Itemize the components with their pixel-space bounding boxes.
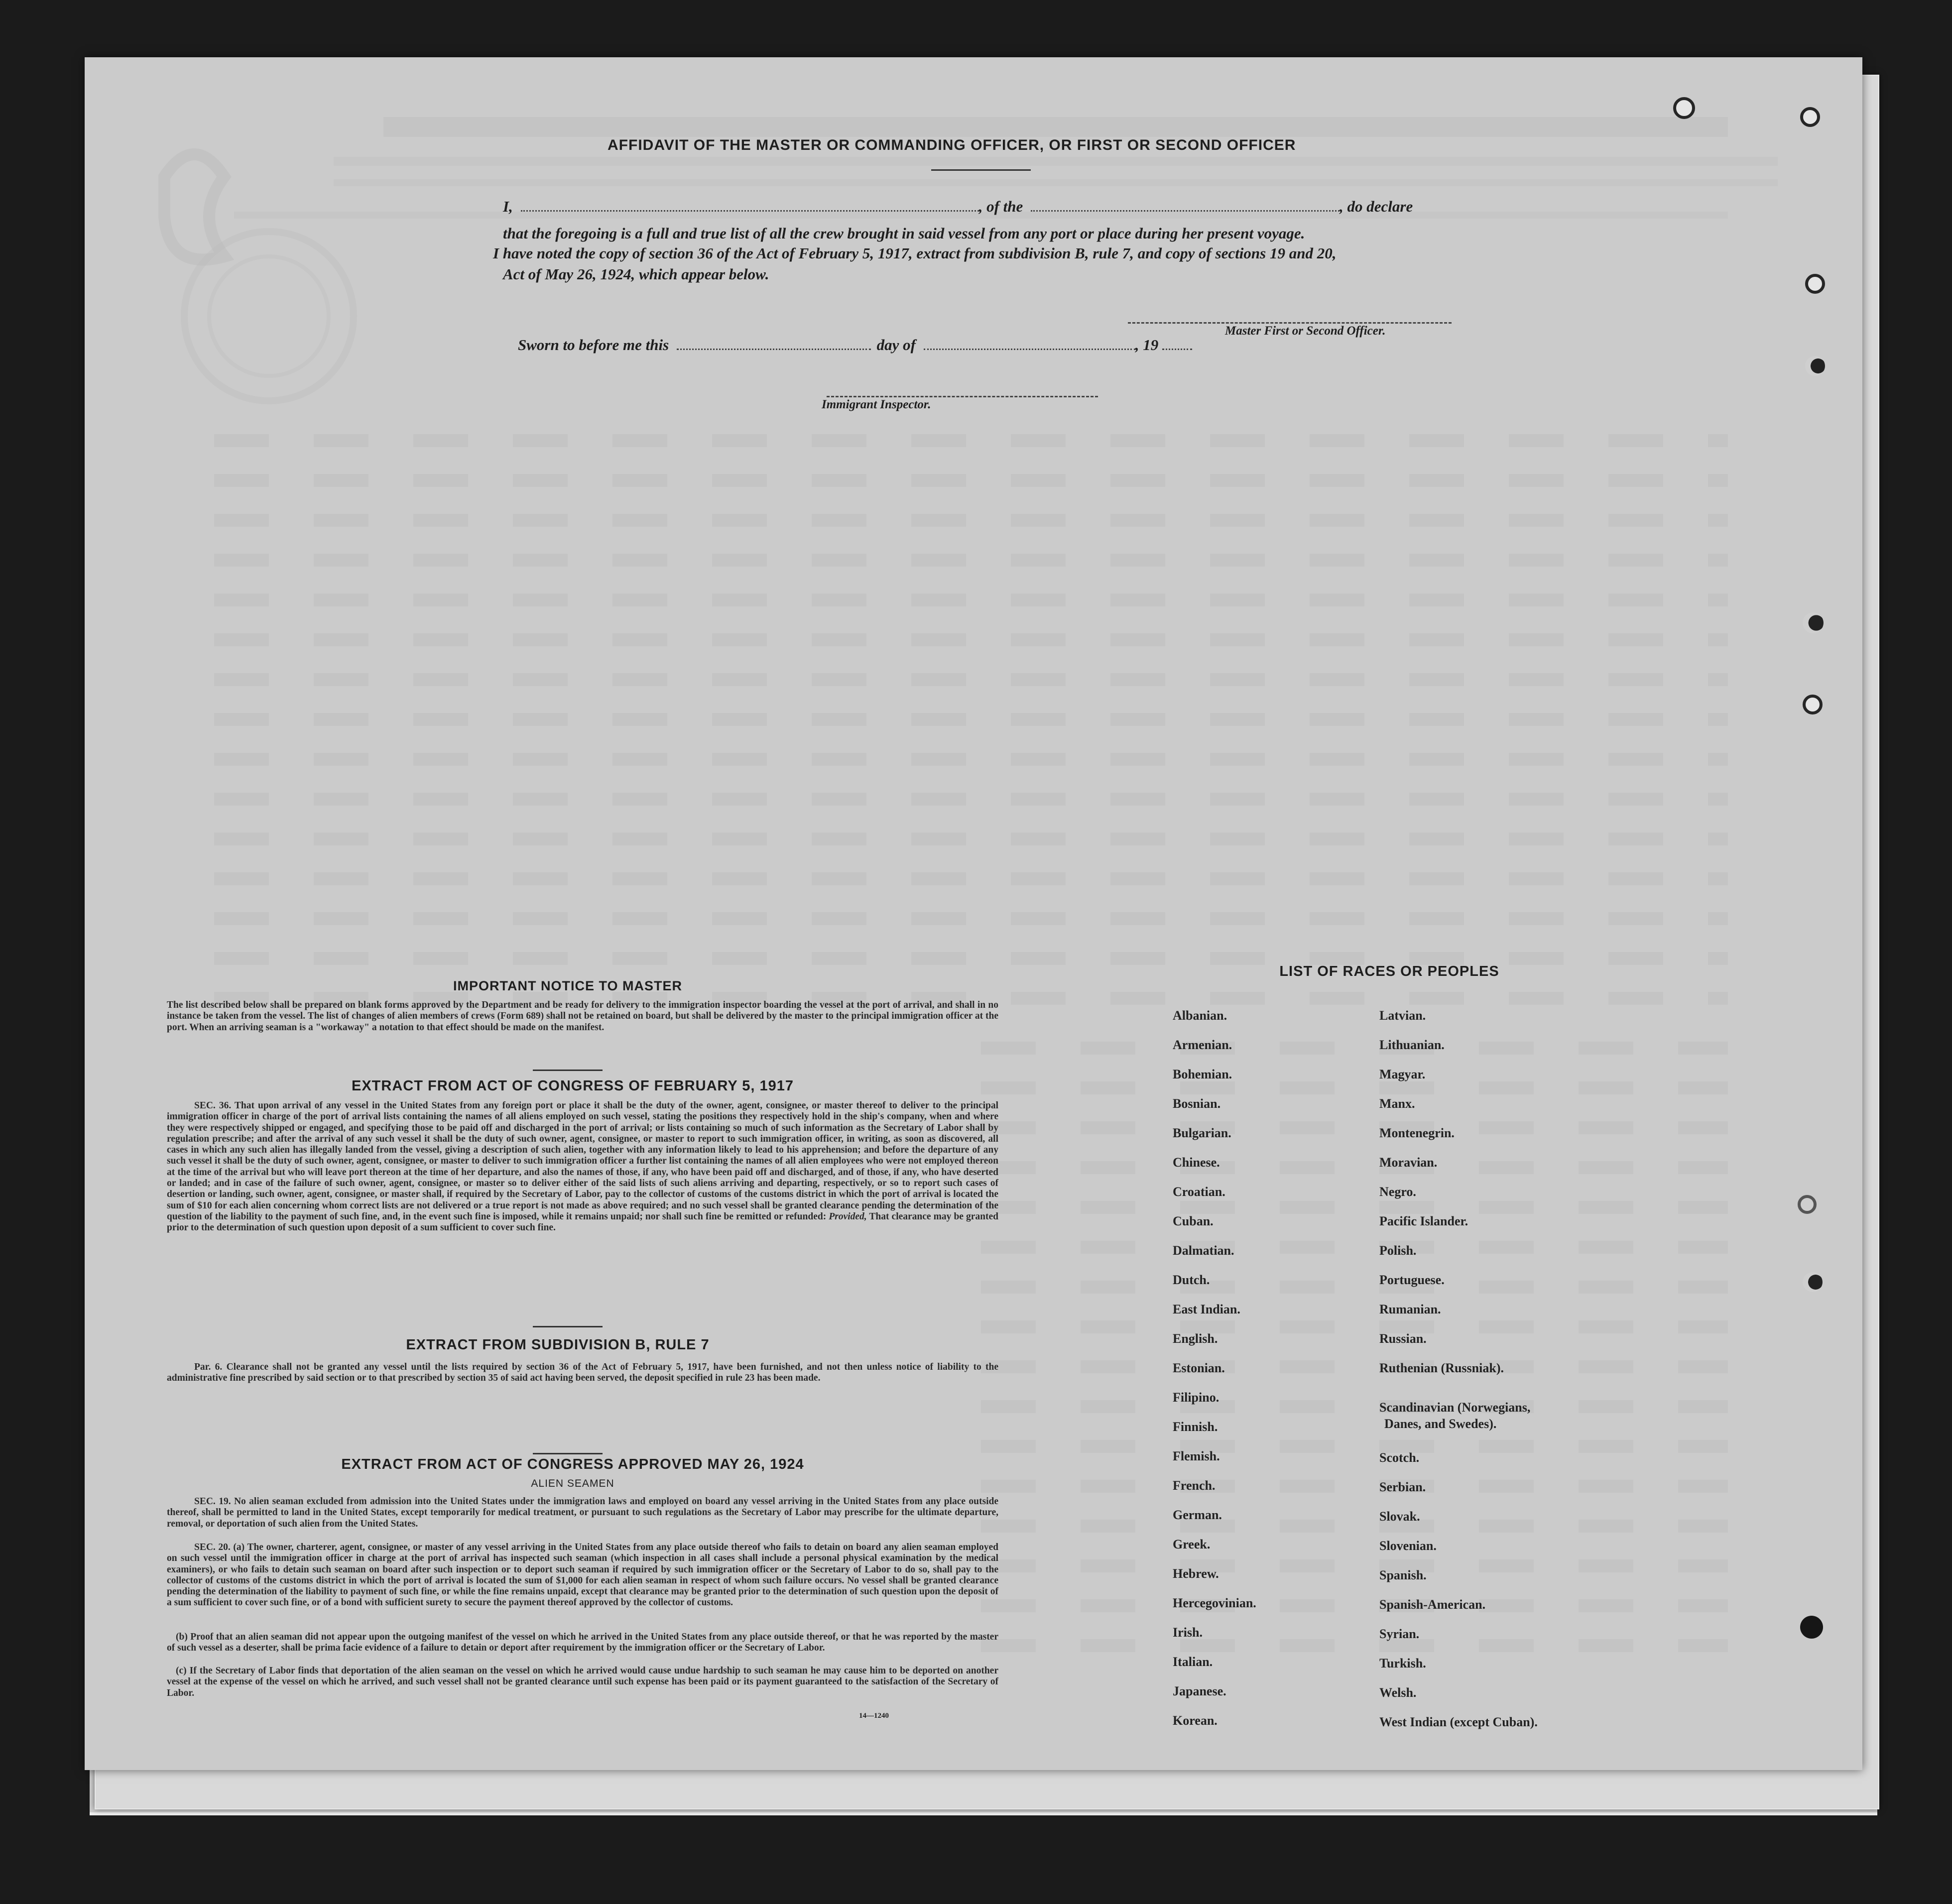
affidavit-title: AFFIDAVIT OF THE MASTER OR COMMANDING OFFICER, OR FIRST OR SECOND OFFICER [608,137,1296,153]
race-left-20: Hebrew. [1173,1566,1219,1581]
race-right-19: Slovenian. [1379,1539,1437,1553]
inspector-caption: Immigrant Inspector. [822,398,931,411]
race-right-8: Pacific Islander. [1379,1214,1468,1228]
race-right-17: Serbian. [1379,1480,1426,1494]
race-right-18: Slovak. [1379,1509,1420,1524]
race-right-20: Spanish. [1379,1568,1427,1582]
race-left-4: Bosnian. [1173,1096,1221,1111]
race-left-6: Chinese. [1173,1155,1220,1170]
extract-1917-title: EXTRACT FROM ACT OF CONGRESS OF FEBRUARY 5, 1917 [351,1078,794,1094]
race-right-7: Negro. [1379,1185,1416,1199]
master-caption: Master First or Second Officer. [1225,324,1386,338]
extract-1917-rule [533,1326,603,1327]
year-label: , 19 [1135,336,1159,354]
race-right-5: Montenegrin. [1379,1126,1455,1140]
punch-hole-icon [1800,107,1820,127]
affidavit-title-rule [931,169,1031,171]
affidavit-line-2: that the foregoing is a full and true list of all the crew brought in said vessel from any port or place during her present voyage. [503,225,1305,242]
extract-1917-text [167,1100,998,1234]
race-left-2: Armenian. [1173,1038,1232,1052]
affidavit-line-1 [503,198,1413,216]
race-right-23: Turkish. [1379,1656,1426,1670]
extract-1924-title: EXTRACT FROM ACT OF CONGRESS APPROVED MAY 26, 1924 [341,1456,804,1472]
race-right-9: Polish. [1379,1243,1417,1258]
sworn-year-field[interactable] [1162,349,1192,350]
i-label: I, [503,198,513,215]
notice-text: The list described below shall be prepared on blank forms approved by the Department and be ready for delivery to the immigration inspector boarding the vessel at the port of arrival, and shall in no instance be taken from the vessel. The list of changes of alien members of crews (Form 689) shall not be retained on board, but shall be delivered by the master to the principal immigration officer at the port. When an arriving seaman is a "workaway" a notation to that effect should be made on the manifest. [167,1000,998,1033]
race-right-16: Scotch. [1379,1450,1420,1465]
subdivision-b-title: EXTRACT FROM SUBDIVISION B, RULE 7 [406,1337,710,1353]
race-left-24: Japanese. [1173,1684,1226,1698]
race-left-9: Dalmatian. [1173,1243,1234,1258]
race-left-11: East Indian. [1173,1302,1240,1316]
race-left-5: Bulgarian. [1173,1126,1231,1140]
punch-hole-icon [1673,97,1695,119]
race-right-3: Magyar. [1379,1067,1426,1081]
punch-hole-icon [1803,612,1824,633]
race-left-3: Bohemian. [1173,1067,1232,1081]
race-right-6: Moravian. [1379,1155,1438,1170]
race-left-8: Cuban. [1173,1214,1214,1228]
section-19-text: SEC. 19. No alien seaman excluded from admission into the United States under the immigration laws and employed on board any vessel arriving in the United States from any place outside thereof, shall be permitted to land in the United States, except temporarily for medical treatment, or pursuant to such regulations as the Secretary of Labor may prescribe for the ultimate departure, removal, or deportation of such alien from the United States. [167,1496,998,1529]
section-36-text: SEC. 36. That upon arrival of any vessel in the United States from any foreign port or place it shall be the duty of the owner, agent, consignee, or master thereof to deliver to the principal immigration officer in charge of the port of arrival lists containing the names of all aliens employed on such vessel, stating the positions they respectively hold in the ship's company, when and where they were respectively shipped or engaged, and specifying those to be paid off and discharged in the port of arrival; or lists containing so much of such information as the Secretary of Labor shall by regulation prescribe; and after the arrival of any such vessel it shall be the duty of such owner, agent, consignee, or master to report to such immigration officer, in writing, as soon as discovered, all cases in which any such alien has illegally landed from the vessel, giving a description of such alien, together with any information likely to lead to his apprehension; and before the departure of any such vessel it shall be the duty of such owner, agent, consignee, or master to deliver to such immigration officer a further list containing the names of all alien employees who were not employed thereon at the time of the arrival but who will leave port thereon at the time of her departure, and also the names of those, if any, who have been paid off and discharged, and of those, if any, who have deserted or landed; and in case of the failure of such owner, agent, consignee, or master so to deliver either of the said lists of such aliens arriving and departing, respectively, or so to report such cases of desertion or landing, such owner, agent, consignee, or master shall, if required by the Secretary of Labor, pay to the collector of customs of the customs district in which the port of arrival is located the sum of $10 for each alien concerning whom correct lists are not delivered or a true report is not made as above required; and no such vessel shall be granted clearance pending the determination of the question of the liability to the payment of such fine, and, in the event such fine is imposed, while it remains unpaid; nor shall such fine be remitted or refunded: [167,1100,998,1222]
affidavit-line-3: I have noted the copy of section 36 of the Act of February 5, 1917, extract from subdivision B, rule 7, and copy of sections 19 and 20, [493,244,1337,262]
race-right-24: Welsh. [1379,1685,1417,1700]
of-the-label: , of the [978,198,1023,215]
sworn-month-field[interactable] [924,349,1135,350]
alien-seamen-subtitle: ALIEN SEAMEN [531,1478,614,1489]
vessel-name-field[interactable] [1031,210,1340,212]
officer-name-field[interactable] [521,210,979,212]
punch-hole-icon [1803,695,1823,714]
race-right-25: West Indian (except Cuban). [1379,1715,1538,1729]
race-right-13: Ruthenian (Russniak). [1379,1361,1504,1375]
race-left-19: Greek. [1173,1537,1211,1551]
race-left-18: German. [1173,1508,1222,1522]
notice-rule [533,1070,603,1071]
race-right-15: Danes, and Swedes). [1384,1417,1497,1431]
section-20a-text: SEC. 20. (a) The owner, charterer, agent, consignee, or master of any vessel arriving in the United States from any place outside thereof who fails to detain on board any alien seaman employed on such vessel until the immigration officer in charge at the port of arrival has inspected such seaman (which inspection in all cases shall include a personal physical examination by the medical examiners), or who fails to detain such seaman on board after such inspection or to deport such seaman if required by such immigration officer or the Secretary of Labor to do so, shall pay to the collector of customs of the customs district in which the port of arrival is located the sum of $1,000 for each alien seaman in respect of whom such failure occurs. No vessel shall be granted clearance pending the determination of the liability to payment of such fine, or while the fine remains unpaid, except that clearance may be granted prior to the determination of such question upon the deposit of a sum sufficient to cover such fine, or of a bond with sufficient surety to secure the payment thereof approved by the collector of customs. [167,1542,998,1608]
sworn-line [518,336,1192,354]
race-right-12: Russian. [1379,1331,1427,1346]
day-of-label: day of [876,336,916,354]
race-left-14: Filipino. [1173,1390,1220,1405]
race-right-22: Syrian. [1379,1627,1420,1641]
manifest-page [85,57,1862,1770]
race-left-13: Estonian. [1173,1361,1225,1375]
race-left-23: Italian. [1173,1655,1213,1669]
master-signature-line[interactable] [1128,322,1452,324]
inspector-signature-line[interactable] [827,396,1098,397]
race-right-2: Lithuanian. [1379,1038,1445,1052]
race-left-25: Korean. [1173,1713,1218,1728]
sworn-label: Sworn to before me this [518,336,669,354]
do-declare-label: , do declare [1340,198,1413,215]
race-left-21: Hercegovinian. [1173,1596,1256,1610]
punch-hole-icon [1803,1272,1823,1292]
race-right-21: Spanish-American. [1379,1597,1486,1612]
sworn-day-field[interactable] [677,349,871,350]
race-left-15: Finnish. [1173,1420,1218,1434]
race-right-11: Rumanian. [1379,1302,1441,1316]
section-20b-text: (b) Proof that an alien seaman did not appear upon the outgoing manifest of the vessel on which he arrived in the United States from any place outside thereof, or that he was reported by the master of such vessel as a deserter, shall be prima facie evidence of a failure to detain or deport after requirement by the immigration officer or the Secretary of Labor. [167,1632,998,1654]
race-left-1: Albanian. [1173,1008,1227,1023]
race-left-12: English. [1173,1331,1218,1346]
affidavit-line-4: Act of May 26, 1924, which appear below. [503,265,769,283]
race-right-10: Portuguese. [1379,1273,1445,1287]
race-left-10: Dutch. [1173,1273,1210,1287]
race-left-22: Irish. [1173,1625,1203,1640]
punch-hole-icon [1805,274,1825,294]
race-right-14: Scandinavian (Norwegians, [1379,1400,1531,1415]
section-36-text-end: That clearance may be granted prior to the determination of such question upon deposit of a sum sufficient to cover such fine. [167,1211,999,1233]
notice-title: IMPORTANT NOTICE TO MASTER [453,978,682,993]
punch-hole-icon [1798,1195,1817,1214]
race-right-1: Latvian. [1379,1008,1426,1023]
race-left-17: French. [1173,1478,1216,1493]
race-right-4: Manx. [1379,1096,1415,1111]
punch-hole-icon [1800,1616,1823,1639]
subdivision-b-text: Par. 6. Clearance shall not be granted any vessel until the lists required by section 36 of the Act of February 5, 1917, have been furnished, and not then unless notice of liability to the administrative fine prescribed by said section or to that prescribed by section 35 of said act having been served, the deposit specified in rule 23 has been made. [167,1362,998,1384]
section-20c-text: (c) If the Secretary of Labor finds that deportation of the alien seaman on the vessel on which he arrived would cause undue hardship to such seaman he may cause him to be deported on another vessel at the expense of the vessel on which he arrived, and such vessel shall not be granted clearance until such expense has been paid or its payment guaranteed to the satisfaction of the Secretary of Labor. [167,1666,998,1698]
form-number: 14—1240 [859,1712,889,1720]
race-left-16: Flemish. [1173,1449,1220,1463]
races-title: LIST OF RACES OR PEOPLES [1279,963,1499,979]
punch-hole-icon [1805,356,1825,376]
proviso-label: Provided, [829,1211,867,1222]
subdivision-b-rule [533,1453,603,1454]
race-left-7: Croatian. [1173,1185,1225,1199]
